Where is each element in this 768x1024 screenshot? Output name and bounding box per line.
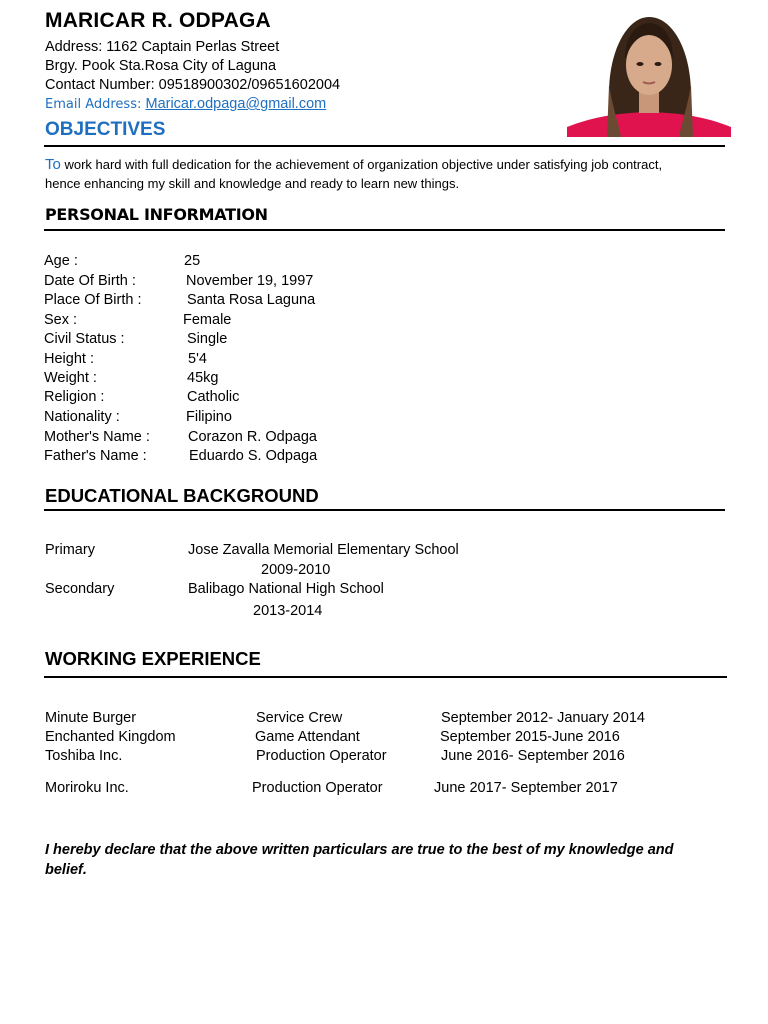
nationality-label: Nationality : [44,409,120,425]
father-name-label: Father's Name : [44,448,147,464]
religion-value: Catholic [187,389,240,405]
age-label: Age : [44,253,78,269]
mother-name-value: Corazon R. Odpaga [188,429,317,445]
declaration-statement: I hereby declare that the above written particulars are true to the best of my knowledge and belief. [45,842,674,878]
mother-name-label: Mother's Name : [44,429,150,445]
work-position: Service Crew [256,710,343,726]
personal-info-divider [44,229,725,231]
secondary-years: 2013-2014 [253,603,323,619]
birth-date-value: November 19, 1997 [186,273,314,289]
work-period: June 2017- September 2017 [434,780,618,796]
work-position: Production Operator [256,748,387,764]
nationality-value: Filipino [186,409,232,425]
civil-status-label: Civil Status : [44,331,125,347]
primary-school: Jose Zavalla Memorial Elementary School [188,542,459,558]
sex-value: Female [183,312,232,328]
secondary-school: Balibago National High School [188,581,384,597]
applicant-name: MARICAR R. ODPAGA [45,9,271,32]
barangay-line: Brgy. Pook Sta.Rosa City of Laguna [45,58,277,74]
religion-label: Religion : [44,389,105,405]
email-row [45,96,326,112]
work-company: Moriroku Inc. [45,780,129,796]
email-label: Email Address: [45,97,146,112]
education-heading: EDUCATIONAL BACKGROUND [45,485,319,506]
contact-number: Contact Number: 09518900302/09651602004 [45,77,341,93]
height-label: Height : [44,351,94,367]
work-period: September 2015-June 2016 [440,729,620,745]
age-value: 25 [184,253,201,269]
work-position: Game Attendant [255,729,360,745]
portrait-image [567,15,731,137]
work-company: Toshiba Inc. [45,748,123,764]
primary-years: 2009-2010 [261,562,331,578]
work-period: June 2016- September 2016 [441,748,625,764]
birth-date-label: Date Of Birth : [44,273,136,289]
civil-status-value: Single [187,331,228,347]
work-heading: WORKING EXPERIENCE [45,648,261,669]
sex-label: Sex : [44,312,78,328]
objectives-body: work hard with full dedication for the achievement of organization objective under satisfying job contract, hence enhancing my skill and knowledge and ready to learn new things. [45,157,663,191]
birth-place-value: Santa Rosa Laguna [187,292,316,308]
objectives-first-word: To [45,156,61,173]
education-divider [44,509,725,511]
weight-label: Weight : [44,370,97,386]
work-company: Minute Burger [45,710,137,726]
height-value: 5'4 [188,351,207,367]
birth-place-label: Place Of Birth : [44,292,142,308]
primary-label: Primary [45,542,95,558]
objectives-heading: OBJECTIVES [45,119,166,140]
father-name-value: Eduardo S. Odpaga [189,448,318,464]
work-position: Production Operator [252,780,383,796]
weight-value: 45kg [187,370,219,386]
work-period: September 2012- January 2014 [441,710,645,726]
objectives-text [45,155,685,193]
personal-info-heading: PERSONAL INFORMATION [45,205,268,224]
email-link[interactable]: Maricar.odpaga@gmail.com [145,96,327,112]
work-company: Enchanted Kingdom [45,729,176,745]
address-line: Address: 1162 Captain Perlas Street [45,39,280,55]
secondary-label: Secondary [45,581,115,597]
objectives-divider [44,145,725,147]
work-divider [44,676,727,678]
profile-photo [567,15,731,137]
